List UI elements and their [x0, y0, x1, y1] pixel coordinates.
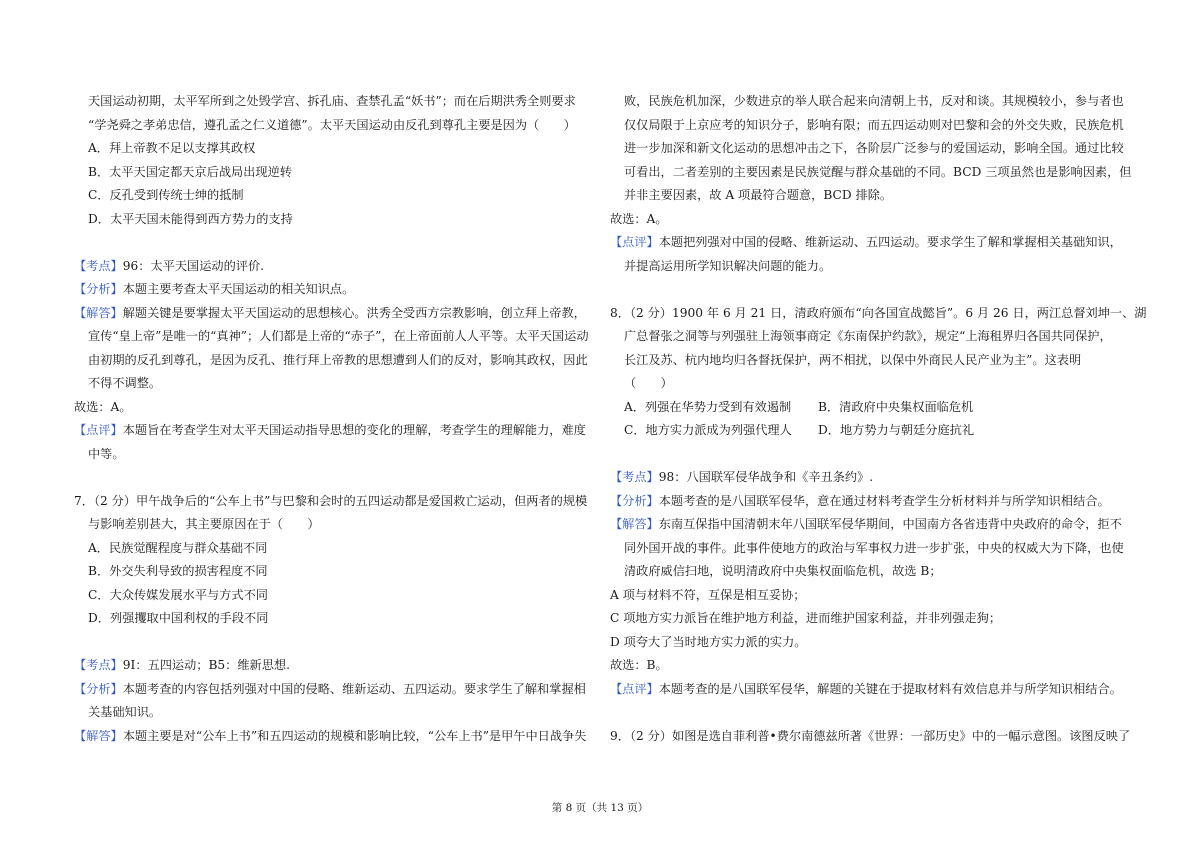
- q8-stem-line: 长江及苏、杭内地均归各督抚保护，两不相扰，以保中外商民人民产业为主”。这表明: [624, 352, 1082, 367]
- fenxi-tag: 【分析】: [74, 282, 123, 296]
- q8-option-d: D．地方势力与朝廷分庭抗礼: [818, 423, 975, 437]
- q6-jieda-line: 由初期的反孔到尊孔，是因为反孔、推行拜上帝教的思想遭到人们的反对，影响其政权，因此: [88, 352, 588, 367]
- dianping-tag: 【点评】: [74, 423, 123, 437]
- q7-option-c: C．大众传媒发展水平与方式不同: [88, 587, 268, 602]
- q8-stem-line: （ ）: [624, 376, 673, 390]
- q6-answer: 故选：A。: [74, 399, 132, 414]
- q7-dianping: 【点评】本题把列强对中国的侵略、维新运动、五四运动。要求学生了解和掌握相关基础知识，: [610, 235, 1122, 249]
- q6-fenxi: 【分析】本题主要考查太平天国运动的相关知识点。: [74, 282, 355, 296]
- q8-jieda-line: 清政府威信扫地，说明清政府中央集权面临危机，故选 B；: [624, 564, 942, 578]
- kaodian-tag: 【考点】: [74, 658, 123, 672]
- page-footer: 第 8 页（共 13 页）: [551, 802, 649, 814]
- q6-option-d: D．太平天国未能得到西方势力的支持: [88, 211, 293, 226]
- q6-option-a: A．拜上帝教不足以支撑其政权: [88, 141, 256, 155]
- q7-dianping-line: 并提高运用所学知识解决问题的能力。: [624, 258, 832, 273]
- dianping-tag: 【点评】: [610, 235, 659, 249]
- q7-option-a: A．民族觉醒程度与群众基础不同: [88, 540, 268, 555]
- jieda-tag: 【解答】: [610, 517, 659, 531]
- q7-jieda-line: 败，民族危机加深，少数进京的举人联合起来向清朝上书，反对和谈。其规模较小，参与者也: [624, 94, 1124, 108]
- q6-jieda-line: 不得不调整。: [88, 376, 162, 390]
- q8-dianping: 【点评】本题考查的是八国联军侵华，解题的关键在于提取材料有效信息并与所学知识相结合。: [610, 681, 1122, 696]
- q7-kaodian: 【考点】9I：五四运动；B5：维新思想.: [74, 658, 290, 672]
- q6-stem-line: “学尧舜之孝弟忠信，遵孔孟之仁义道德”。太平天国运动由反孔到尊孔主要是因为（ ）: [88, 117, 576, 132]
- dianping-tag: 【点评】: [610, 681, 659, 696]
- fenxi-tag: 【分析】: [610, 493, 659, 508]
- q8-fenxi: 【分析】本题考查的是八国联军侵华，意在通过材料考查学生分析材料并与所学知识相结合。: [610, 493, 1110, 508]
- q6-option-c: C．反孔受到传统士绅的抵制: [88, 188, 244, 202]
- q7-option-b: B．外交失利导致的损害程度不同: [88, 564, 268, 578]
- q6-dianping: 【点评】本题旨在考查学生对太平天国运动指导思想的变化的理解，考查学生的理解能力，难度: [74, 423, 586, 437]
- q8-stem-line: 广总督张之洞等与列强驻上海领事商定《东南保护约款》，规定“上海租界归各国共同保护，: [624, 329, 1112, 343]
- left-column: [74, 90, 612, 748]
- jieda-tag: 【解答】: [74, 728, 123, 743]
- q7-fenxi-line: 关基础知识。: [88, 705, 162, 719]
- q8-answer: 故选：B。: [610, 658, 668, 672]
- q7-fenxi: 【分析】本题考查的内容包括列强对中国的侵略、维新运动、五四运动。要求学生了解和掌握相: [74, 681, 586, 696]
- jieda-tag: 【解答】: [74, 305, 123, 320]
- q6-stem-line: 天国运动初期，太平军所到之处毁学宫、拆孔庙、查禁孔孟“妖书”；而在后期洪秀全则要求: [88, 94, 576, 108]
- q8-kaodian: 【考点】98：八国联军侵华战争和《辛丑条约》.: [610, 470, 874, 484]
- kaodian-tag: 【考点】: [74, 258, 123, 273]
- q7-jieda: 【解答】本题主要是对“公车上书”和五四运动的规模和影响比较，“公车上书”是甲午中日战争失: [74, 728, 587, 743]
- q8-jieda: 【解答】东南互保指中国清朝末年八国联军侵华期间，中国南方各省违背中央政府的命令，拒不: [610, 517, 1122, 531]
- q6-dianping-line: 中等。: [88, 446, 125, 461]
- fenxi-tag: 【分析】: [74, 681, 123, 696]
- q7-jieda-line: 可看出，二者差别的主要因素是民族觉醒与群众基础的不同。BCD 三项虽然也是影响因素，但: [624, 164, 1132, 179]
- q8-jieda-line: D 项夸大了当时地方实力派的实力。: [610, 634, 807, 649]
- q6-jieda-line: 宣传“皇上帝”是唯一的“真神”；人们都是上帝的“赤子”，在上帝面前人人平等。太平天国运动: [88, 329, 589, 343]
- q8-option-b: B．清政府中央集权面临危机: [818, 399, 974, 414]
- q8-jieda-line: A 项与材料不符，互保是相互妥协；: [610, 587, 806, 602]
- q8-jieda-line: C 项地方实力派旨在维护地方利益，进而维护国家利益，并非列强走狗；: [610, 611, 1002, 625]
- q8-jieda-line: 同外国开战的事件。此事件使地方的政治与军事权力进一步扩张，中央的权威大为下降，也使: [624, 540, 1124, 555]
- q8-options-row: [610, 419, 1148, 443]
- q8-option-a: A．列强在华势力受到有效遏制: [624, 399, 792, 414]
- q7-option-d: D．列强攫取中国利权的手段不同: [88, 611, 269, 625]
- kaodian-tag: 【考点】: [610, 470, 659, 484]
- q8-options-row: [610, 396, 1148, 420]
- q7-stem-line: 7．（2 分）甲午战争后的“公车上书”与巴黎和会时的五四运动都是爱国救亡运动，但两者的规模: [74, 493, 588, 508]
- q8-stem-line: 8．（2 分）1900 年 6 月 21 日，清政府颁布“向各国宣战懿旨”。6 月 26 日，两江总督刘坤一、湖: [610, 305, 1147, 320]
- q7-jieda-line: 仅仅局限于上京应考的知识分子，影响有限；而五四运动则对巴黎和会的外交失败，民族危机: [624, 117, 1124, 132]
- q8-option-c: C．地方实力派成为列强代理人: [624, 423, 792, 437]
- q7-stem-line: 与影响差别甚大，其主要原因在于（ ）: [88, 517, 320, 531]
- right-column: [610, 90, 1148, 748]
- q6-kaodian: 【考点】96：太平天国运动的评价.: [74, 258, 265, 273]
- q7-jieda-line: 并非主要因素，故 A 项最符合题意，BCD 排除。: [624, 188, 893, 202]
- q7-jieda-line: 进一步加深和新文化运动的思想冲击之下，各阶层广泛参与的爱国运动，影响全国。通过比较: [624, 141, 1124, 155]
- q6-jieda: 【解答】解题关键是要掌握太平天国运动的思想核心。洪秀全受西方宗教影响，创立拜上帝教，: [74, 305, 586, 320]
- q9-stem-line: 9．（2 分）如图是选自菲利普•费尔南德兹所著《世界：一部历史》中的一幅示意图。该图反映了: [610, 728, 1131, 743]
- q7-answer: 故选：A。: [610, 211, 668, 226]
- q6-option-b: B．太平天国定都天京后战局出现逆转: [88, 164, 292, 179]
